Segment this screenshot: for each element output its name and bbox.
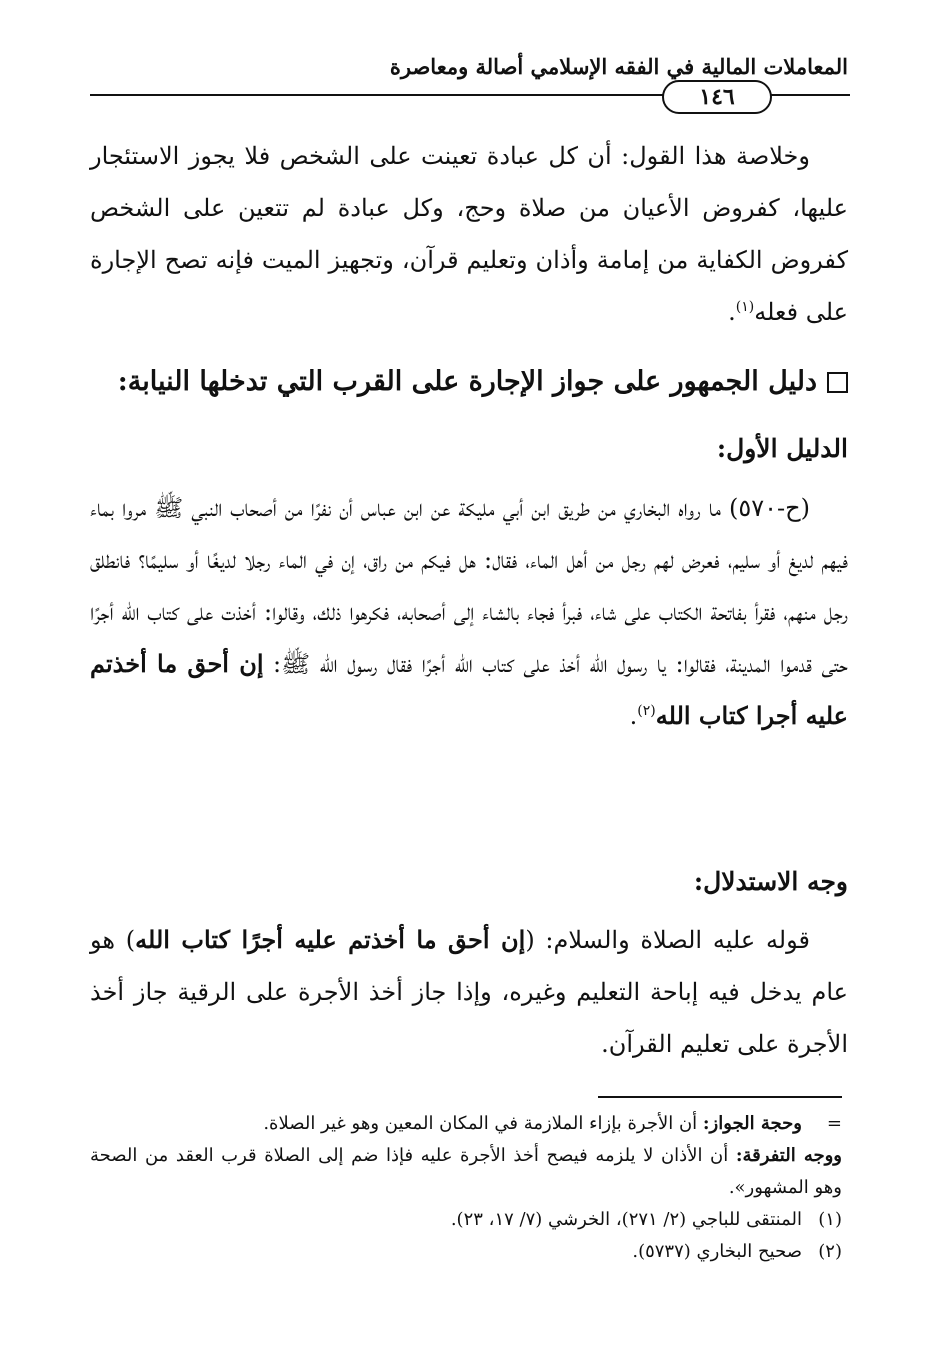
inference-post: ) هو عام يدخل فيه إباحة التعليم وغيره، وإذا جاز أخذ الأجرة على الرقية جاز أخذ الأجرة على تعليم القرآن.	[90, 926, 848, 1058]
continuation-text: أن الأجرة بإزاء الملازمة في المكان المعين وهو غير الصلاة.	[263, 1113, 703, 1134]
hadith-end: .	[629, 702, 638, 730]
continuation-marker: =	[826, 1113, 842, 1134]
first-evidence-heading: الدليل الأول:	[716, 434, 848, 463]
footnote-item	[90, 1204, 842, 1236]
inference-heading: وجه الاستدلال:	[693, 867, 848, 896]
footnote-ref-1: (١)	[735, 299, 755, 315]
footnote-difference	[90, 1140, 842, 1204]
footnote-text: المنتقى للباجي (٢/ ٢٧١)، الخرشي (٧/ ١٧، ٢٣).	[450, 1209, 802, 1230]
inference-paragraph	[90, 914, 848, 1070]
intro-text: وخلاصة هذا القول: أن كل عبادة تعينت على الشخص فلا يجوز الاستئجار عليها، كفروض الأعيان من صلاة وحج، وكل عبادة لم تتعين على الشخص كفروض الكفاية من إمامة وأذان وتعليم قرآن، وتجهيز الميت فإنه تصح الإجارة على فعله	[90, 142, 848, 326]
footnote-text: صحيح البخاري (٥٧٣٧).	[632, 1241, 802, 1262]
hadith-quote: إن أحق ما أخذتم عليه أجرا كتاب الله	[90, 649, 848, 730]
running-head-title: المعاملات المالية في الفقه الإسلامي أصالة ومعاصرة	[389, 54, 848, 79]
inference-pre: قوله عليه الصلاة والسلام: (	[525, 926, 810, 954]
intro-end: .	[728, 298, 736, 326]
inference-quote: إن أحق ما أخذتم عليه أجرًا كتاب الله	[135, 925, 526, 954]
difference-label: ووجه التفرقة:	[735, 1145, 842, 1166]
intro-paragraph	[90, 130, 848, 338]
footnote-separator	[598, 1096, 842, 1098]
hadith-text: (ح-٥٧٠) ما رواه البخاري من طريق ابن أبي مليكة عن ابن عباس أن نفرًا من أصحاب النبي ﷺ مروا بماء فيهم لديغ أو سليم، فعرض لهم رجل من أهل الماء، فقال: هل فيكم من راق، إن في الماء رجلا لديغًا أو سليمًا؟ فانطلق رجل منهم، فقرأ بفاتحة الكتاب على شاء، فبرأ فجاء بالشاء إلى أصحابه، فكرهوا ذلك، وقالوا: أخذت على كتاب الله أجرًا حتى قدموا المدينة، فقالوا: يا رسول الله أخذ على كتاب الله أجرًا فقال رسول الله ﷺ:	[90, 494, 849, 678]
checkbox-bullet-icon	[827, 372, 848, 393]
difference-text: أن الأذان لا يلزمه فيصح أخذ الأجرة عليه فإذا ضم إلى الصلاة قرب العقد من الصحة وهو المشهور».	[90, 1145, 842, 1198]
footnote-number: (١)	[818, 1209, 842, 1230]
continuation-label: وحجة الجواز:	[702, 1113, 802, 1134]
footnote-ref-2: (٢)	[637, 703, 656, 719]
footnote-item	[90, 1236, 842, 1268]
hadith-paragraph	[90, 482, 848, 742]
section-heading-text: دليل الجمهور على جواز الإجارة على القرب التي تدخلها النيابة:	[117, 366, 817, 397]
footnote-number: (٢)	[818, 1241, 842, 1262]
footnote-continuation	[90, 1108, 842, 1140]
section-heading	[90, 358, 848, 406]
page-number: ١٤٦	[662, 80, 772, 114]
footnotes	[90, 1108, 842, 1268]
